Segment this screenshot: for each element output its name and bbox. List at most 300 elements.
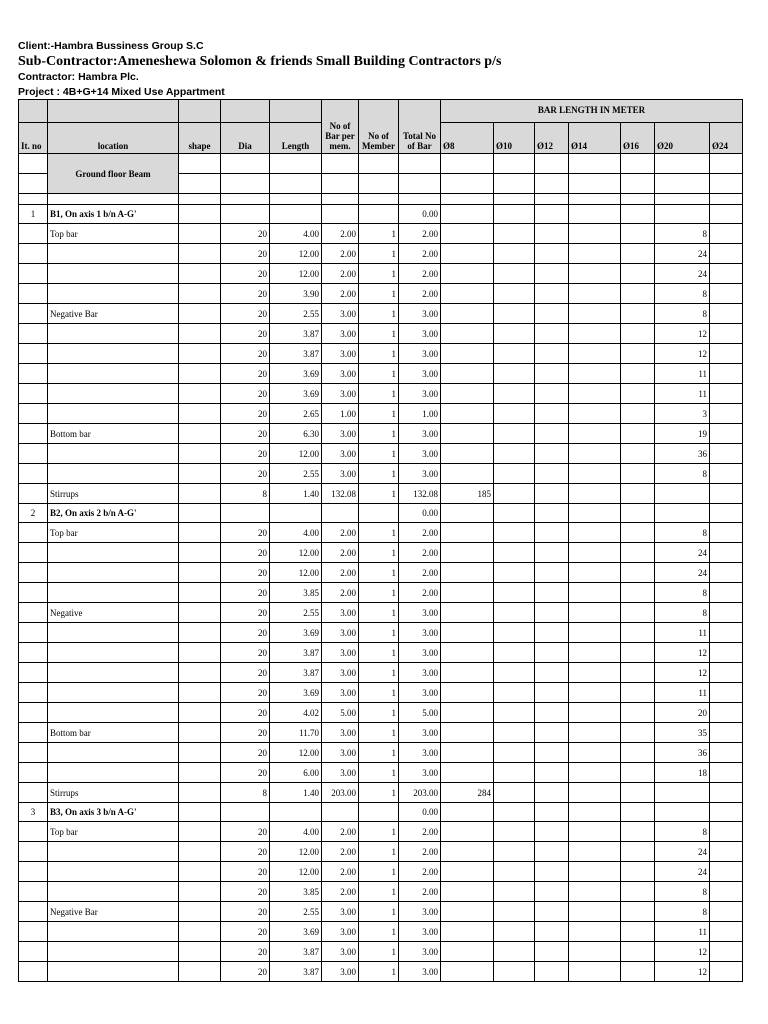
cell-loc [48,543,179,563]
cell-d14 [569,842,621,862]
cell-d14 [569,623,621,643]
cell-tot: 2.00 [399,244,441,264]
cell-d12 [535,822,569,842]
cell-d12 [535,623,569,643]
cell-bpm: 3.00 [322,743,359,763]
cell-d24 [710,284,743,304]
cell-d14 [569,304,621,324]
cell-d8 [441,703,494,723]
cell-loc: B1, On axis 1 b/n A-G' [48,205,179,224]
cell-tot: 3.00 [399,683,441,703]
cell-tot: 0.00 [399,504,441,523]
cell-shape [179,683,221,703]
cell-d8 [441,384,494,404]
cell-d20: 8 [655,224,710,244]
cell-it [19,763,48,783]
cell-bpm [322,504,359,523]
cell-d16 [621,803,655,822]
cell-d10 [494,484,535,504]
cell-len: 12.00 [270,244,322,264]
cell-mem: 1 [359,783,399,803]
table-row [19,623,743,643]
cell-d8 [441,962,494,982]
cell-d10 [494,364,535,384]
cell-len: 6.30 [270,424,322,444]
table-row [19,643,743,663]
cell-d24 [710,862,743,882]
section-label: Ground floor Beam [48,154,179,194]
cell-d16 [621,942,655,962]
table-row [19,264,743,284]
cell-mem: 1 [359,284,399,304]
cell-d16 [621,623,655,643]
cell-bpm: 2.00 [322,583,359,603]
cell-len: 3.69 [270,683,322,703]
cell-it [19,244,48,264]
cell-d12 [535,783,569,803]
cell-d8 [441,922,494,942]
cell-tot: 0.00 [399,803,441,822]
cell-loc: Stirrups [48,484,179,504]
cell-d8 [441,763,494,783]
cell-d14 [569,962,621,982]
cell-shape [179,583,221,603]
cell-tot: 203.00 [399,783,441,803]
cell-d20 [655,194,710,205]
col-d24: Ø24 [710,123,743,154]
cell-bpm: 3.00 [322,384,359,404]
cell-tot: 2.00 [399,284,441,304]
cell-d12 [535,723,569,743]
table-row [19,304,743,324]
cell-d8 [441,324,494,344]
cell-shape [179,194,221,205]
cell-it [19,523,48,543]
cell-d12 [535,194,569,205]
cell-it [19,404,48,424]
cell-d8 [441,404,494,424]
cell-len: 3.90 [270,284,322,304]
cell-dia: 20 [221,942,270,962]
cell-d10 [494,822,535,842]
cell-bpm: 3.00 [322,623,359,643]
cell-tot: 3.00 [399,424,441,444]
contractor-line: Contractor: Hambra Plc. [18,71,139,83]
cell-len: 3.87 [270,324,322,344]
cell-mem [359,504,399,523]
cell-d14 [569,384,621,404]
cell-shape [179,404,221,424]
cell-shape [179,623,221,643]
cell-tot: 3.00 [399,324,441,344]
cell-d20: 12 [655,663,710,683]
cell-bpm [322,803,359,822]
col-total-no: Total No of Bar [399,100,441,154]
cell-loc [48,743,179,763]
cell-bpm: 2.00 [322,862,359,882]
cell-d14 [569,723,621,743]
cell-d14 [569,523,621,543]
cell-d10 [494,743,535,763]
cell-d24 [710,344,743,364]
cell-d12 [535,244,569,264]
cell-d10 [494,663,535,683]
cell-tot: 3.00 [399,364,441,384]
cell-loc [48,922,179,942]
col-group-bar-length: BAR LENGTH IN METER [441,100,743,123]
cell-bpm [322,205,359,224]
cell-shape [179,523,221,543]
cell-d24 [710,663,743,683]
cell-mem: 1 [359,683,399,703]
cell-d8 [441,563,494,583]
cell-d8 [441,543,494,563]
cell-tot: 3.00 [399,643,441,663]
cell-len: 4.00 [270,822,322,842]
cell-shape [179,663,221,683]
cell-d24 [710,543,743,563]
cell-d20: 11 [655,922,710,942]
cell-d20 [655,484,710,504]
cell-dia [221,205,270,224]
cell-it [19,962,48,982]
cell-shape [179,205,221,224]
cell-dia: 20 [221,822,270,842]
cell-tot: 1.00 [399,404,441,424]
cell-len: 3.87 [270,962,322,982]
cell-shape [179,882,221,902]
table-row [19,882,743,902]
cell-d14 [569,703,621,723]
cell-loc [48,464,179,484]
cell-d8 [441,942,494,962]
cell-d14 [569,902,621,922]
table-row [19,543,743,563]
cell-bpm: 3.00 [322,683,359,703]
cell-it [19,882,48,902]
cell-loc [48,404,179,424]
cell-tot: 5.00 [399,703,441,723]
cell-tot: 3.00 [399,902,441,922]
cell-mem: 1 [359,304,399,324]
cell-mem: 1 [359,444,399,464]
cell-d8 [441,583,494,603]
cell-d16 [621,404,655,424]
cell-tot: 3.00 [399,623,441,643]
cell-tot: 3.00 [399,922,441,942]
cell-dia: 20 [221,264,270,284]
cell-len: 6.00 [270,763,322,783]
cell-d20: 11 [655,683,710,703]
client-line: Client:-Hambra Bussiness Group S.C [18,40,204,52]
cell-len: 4.02 [270,703,322,723]
cell-loc [48,284,179,304]
cell-mem: 1 [359,703,399,723]
cell-bpm: 2.00 [322,842,359,862]
cell-d12 [535,324,569,344]
col-no-member: No of Member [359,100,399,154]
cell-tot: 2.00 [399,523,441,543]
cell-len: 3.87 [270,942,322,962]
cell-d20: 8 [655,882,710,902]
sub-contractor-line: Sub-Contractor:Ameneshewa Solomon & friends Small Building Contractors p/s [18,54,502,69]
cell-d8 [441,194,494,205]
cell-len: 2.55 [270,902,322,922]
cell-tot: 3.00 [399,942,441,962]
cell-d24 [710,703,743,723]
cell-d24 [710,563,743,583]
cell-d16 [621,603,655,623]
cell-it [19,444,48,464]
cell-d10 [494,583,535,603]
cell-tot: 0.00 [399,205,441,224]
cell-d8 [441,862,494,882]
cell-bpm: 2.00 [322,563,359,583]
cell-mem: 1 [359,962,399,982]
cell-dia: 20 [221,623,270,643]
cell-shape [179,424,221,444]
cell-d8 [441,803,494,822]
cell-dia: 20 [221,703,270,723]
cell-d24 [710,783,743,803]
cell-dia: 20 [221,902,270,922]
table-row [19,244,743,264]
cell-mem: 1 [359,563,399,583]
cell-d10 [494,563,535,583]
cell-d24 [710,424,743,444]
cell-d14 [569,683,621,703]
cell-d16 [621,783,655,803]
table-row [19,404,743,424]
cell-d8 [441,842,494,862]
cell-tot: 3.00 [399,603,441,623]
cell-d16 [621,224,655,244]
cell-d24 [710,244,743,264]
cell-d10 [494,623,535,643]
cell-loc: B2, On axis 2 b/n A-G' [48,504,179,523]
table-row [19,444,743,464]
cell-dia: 20 [221,663,270,683]
cell-shape [179,862,221,882]
cell-d10 [494,384,535,404]
cell-dia: 20 [221,424,270,444]
cell-d14 [569,862,621,882]
cell-it [19,603,48,623]
cell-d24 [710,444,743,464]
table-row [19,803,743,822]
cell-d24 [710,803,743,822]
cell-d14 [569,464,621,484]
cell-d8 [441,464,494,484]
cell-d20: 24 [655,264,710,284]
cell-d20 [655,783,710,803]
cell-mem: 1 [359,364,399,384]
cell-d12 [535,942,569,962]
cell-d8 [441,364,494,384]
cell-d24 [710,205,743,224]
cell-d14 [569,244,621,264]
cell-loc [48,643,179,663]
cell-d14 [569,543,621,563]
cell-d14 [569,822,621,842]
cell-tot: 3.00 [399,304,441,324]
cell-shape [179,304,221,324]
cell-d14 [569,224,621,244]
cell-loc [48,962,179,982]
cell-dia [221,504,270,523]
cell-d12 [535,543,569,563]
cell-d14 [569,484,621,504]
cell-mem: 1 [359,643,399,663]
cell-d14 [569,264,621,284]
cell-bpm: 3.00 [322,922,359,942]
cell-d24 [710,743,743,763]
cell-d12 [535,364,569,384]
cell-d8 [441,304,494,324]
cell-shape [179,284,221,304]
cell-tot: 3.00 [399,763,441,783]
cell-d20: 11 [655,623,710,643]
cell-tot: 2.00 [399,563,441,583]
cell-it [19,344,48,364]
cell-shape [179,703,221,723]
cell-loc: Negative [48,603,179,623]
cell-loc [48,563,179,583]
cell-len: 12.00 [270,543,322,563]
cell-bpm: 2.00 [322,523,359,543]
cell-d16 [621,743,655,763]
cell-d12 [535,603,569,623]
cell-d14 [569,603,621,623]
cell-dia: 20 [221,444,270,464]
cell-bpm: 3.00 [322,962,359,982]
cell-bpm: 3.00 [322,324,359,344]
cell-d10 [494,324,535,344]
cell-shape [179,643,221,663]
cell-dia: 20 [221,643,270,663]
cell-mem: 1 [359,743,399,763]
table-row [19,384,743,404]
cell-d12 [535,284,569,304]
cell-d24 [710,224,743,244]
cell-shape [179,484,221,504]
cell-mem: 1 [359,763,399,783]
cell-d8 [441,444,494,464]
table-row [19,942,743,962]
cell-tot: 2.00 [399,822,441,842]
cell-dia: 20 [221,224,270,244]
cell-d16 [621,304,655,324]
cell-d10 [494,842,535,862]
cell-tot: 2.00 [399,842,441,862]
cell-d16 [621,244,655,264]
cell-d20: 8 [655,304,710,324]
cell-d20 [655,504,710,523]
cell-d16 [621,424,655,444]
cell-mem: 1 [359,862,399,882]
cell-len: 12.00 [270,563,322,583]
cell-tot: 3.00 [399,384,441,404]
cell-tot: 3.00 [399,743,441,763]
cell-tot: 3.00 [399,962,441,982]
cell-d16 [621,504,655,523]
cell-bpm: 2.00 [322,224,359,244]
cell-dia: 20 [221,962,270,982]
cell-shape [179,324,221,344]
cell-it [19,284,48,304]
cell-mem: 1 [359,603,399,623]
cell-d8 [441,424,494,444]
cell-bpm: 203.00 [322,783,359,803]
cell-it [19,842,48,862]
cell-mem [359,803,399,822]
cell-loc [48,194,179,205]
cell-d24 [710,583,743,603]
cell-d12 [535,882,569,902]
table-row [19,783,743,803]
cell-shape [179,783,221,803]
cell-len: 3.69 [270,384,322,404]
cell-d10 [494,783,535,803]
cell-it [19,324,48,344]
cell-it [19,663,48,683]
table-row [19,504,743,523]
cell-d10 [494,244,535,264]
cell-it [19,364,48,384]
cell-d20: 11 [655,364,710,384]
cell-shape [179,543,221,563]
cell-d16 [621,763,655,783]
cell-d8 [441,504,494,523]
cell-len: 2.65 [270,404,322,424]
cell-d20 [655,803,710,822]
cell-d10 [494,942,535,962]
cell-bpm: 5.00 [322,703,359,723]
cell-tot: 3.00 [399,663,441,683]
cell-d10 [494,922,535,942]
cell-shape [179,244,221,264]
cell-d8 [441,743,494,763]
cell-shape [179,464,221,484]
cell-loc: Top bar [48,822,179,842]
cell-shape [179,563,221,583]
cell-shape [179,364,221,384]
cell-d14 [569,763,621,783]
cell-d24 [710,822,743,842]
cell-shape [179,743,221,763]
cell-d10 [494,344,535,364]
cell-shape [179,344,221,364]
cell-loc [48,862,179,882]
cell-d10 [494,224,535,244]
cell-len: 3.69 [270,623,322,643]
cell-d20: 8 [655,523,710,543]
cell-d24 [710,384,743,404]
cell-d24 [710,464,743,484]
cell-d16 [621,703,655,723]
table-row [19,523,743,543]
cell-d8 [441,623,494,643]
cell-len: 3.87 [270,344,322,364]
cell-tot [399,194,441,205]
cell-d16 [621,484,655,504]
table-row [19,902,743,922]
cell-dia [221,803,270,822]
cell-loc [48,623,179,643]
cell-bpm [322,194,359,205]
cell-d16 [621,563,655,583]
cell-d20: 8 [655,464,710,484]
